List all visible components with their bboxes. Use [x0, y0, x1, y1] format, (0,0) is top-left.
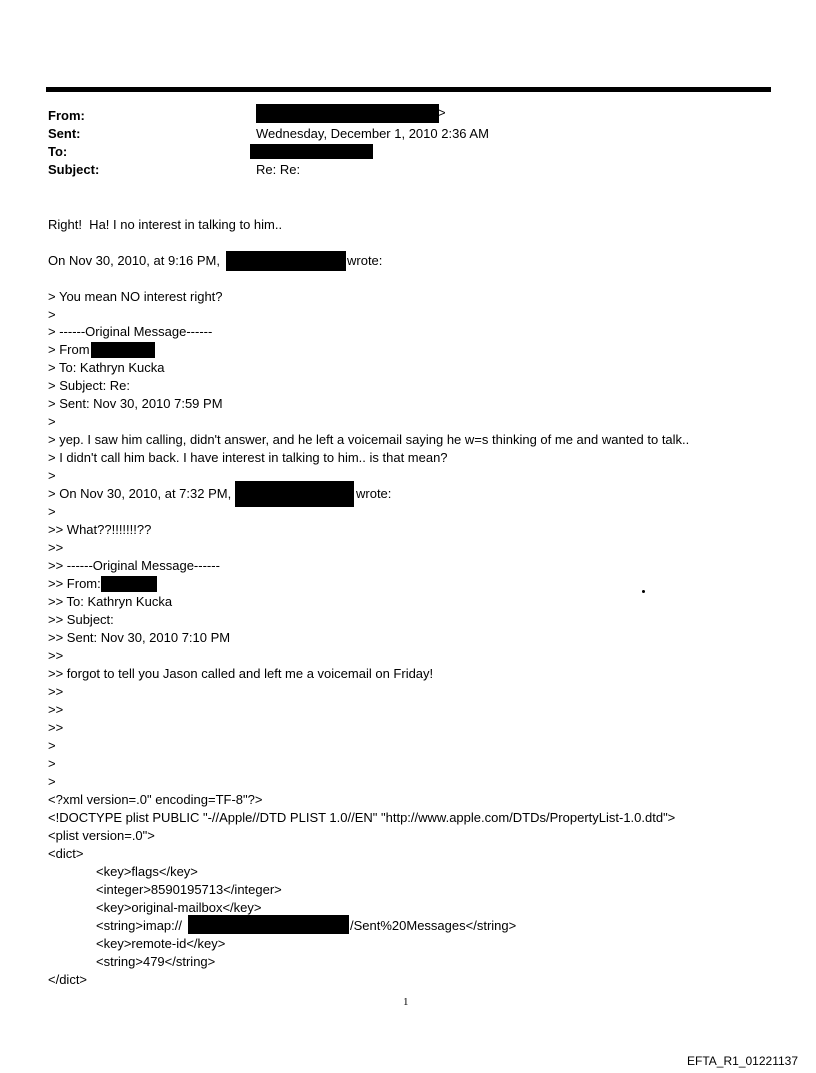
body-line: > On Nov 30, 2010, at 7:32 PM, [48, 486, 232, 501]
body-line: > [48, 307, 56, 322]
body-line: > Sent: Nov 30, 2010 7:59 PM [48, 396, 223, 411]
redaction-sender-quoted [235, 481, 354, 507]
body-line: > [48, 468, 56, 483]
to-label: To: [48, 144, 68, 159]
body-line: > Subject: Re: [48, 378, 131, 393]
sent-value: Wednesday, December 1, 2010 2:36 AM [256, 126, 489, 141]
body-line: > I didn't call him back. I have interest in talking to him.. is that mean? [48, 450, 448, 465]
body-line: > [48, 738, 56, 753]
redaction-from-quoted-2 [101, 576, 157, 592]
body-line: > You mean NO interest right? [48, 289, 223, 304]
body-line: On Nov 30, 2010, at 9:16 PM, [48, 253, 220, 268]
body-line: > ------Original Message------ [48, 324, 213, 339]
from-trailing: > [438, 105, 446, 120]
sent-label: Sent: [48, 126, 81, 141]
body-line: Right! Ha! I no interest in talking to him.. [48, 217, 283, 232]
body-line: >> [48, 720, 64, 735]
subject-value: Re: Re: [256, 162, 301, 177]
body-line: <dict> [48, 846, 84, 861]
body-line: > To: Kathryn Kucka [48, 360, 165, 375]
body-line: > From [48, 342, 90, 357]
body-line: <?xml version=.0" encoding=TF-8"?> [48, 792, 263, 807]
body-line: wrote: [356, 486, 392, 501]
body-line: <string>imap:// [96, 918, 182, 933]
redaction-sender [226, 251, 346, 271]
body-line: <key>flags</key> [96, 864, 198, 879]
header-rule [46, 87, 771, 92]
body-line: > yep. I saw him calling, didn't answer, and he left a voicemail saying he w=s thinking of me and wanted to talk.. [48, 432, 690, 447]
body-line: >> Sent: Nov 30, 2010 7:10 PM [48, 630, 231, 645]
body-line: <key>remote-id</key> [96, 936, 226, 951]
redaction-from-quoted [91, 342, 155, 358]
body-line: > [48, 414, 56, 429]
document-id: EFTA_R1_01221137 [687, 1054, 798, 1068]
body-line: <string>479</string> [96, 954, 216, 969]
subject-label: Subject: [48, 162, 100, 177]
body-line: > [48, 774, 56, 789]
body-line: <integer>8590195713</integer> [96, 882, 282, 897]
body-line: >> What??!!!!!!!?? [48, 522, 152, 537]
body-line: > [48, 504, 56, 519]
body-line: <key>original-mailbox</key> [96, 900, 262, 915]
body-line: >> Subject: [48, 612, 114, 627]
body-line: wrote: [347, 253, 383, 268]
body-line: >> ------Original Message------ [48, 558, 220, 573]
body-line: >> forgot to tell you Jason called and left me a voicemail on Friday! [48, 666, 434, 681]
body-line: >> [48, 684, 64, 699]
body-line: >> From: [48, 576, 101, 591]
body-line: <!DOCTYPE plist PUBLIC "-//Apple//DTD PLIST 1.0//EN" "http://www.apple.com/DTDs/PropertyList-1.0.dtd"> [48, 810, 676, 825]
from-label: From: [48, 108, 85, 123]
body-line: >> [48, 540, 64, 555]
redaction-from [256, 104, 439, 123]
body-line: </dict> [48, 972, 88, 987]
stray-dot [642, 590, 645, 593]
body-line: > [48, 756, 56, 771]
redaction-to [250, 144, 373, 159]
page-number: 1 [403, 996, 409, 1008]
body-line: >> To: Kathryn Kucka [48, 594, 173, 609]
body-line: <plist version=.0"> [48, 828, 155, 843]
body-line: >> [48, 648, 64, 663]
redaction-imap [188, 915, 349, 934]
body-line: >> [48, 702, 64, 717]
body-line: /Sent%20Messages</string> [350, 918, 517, 933]
